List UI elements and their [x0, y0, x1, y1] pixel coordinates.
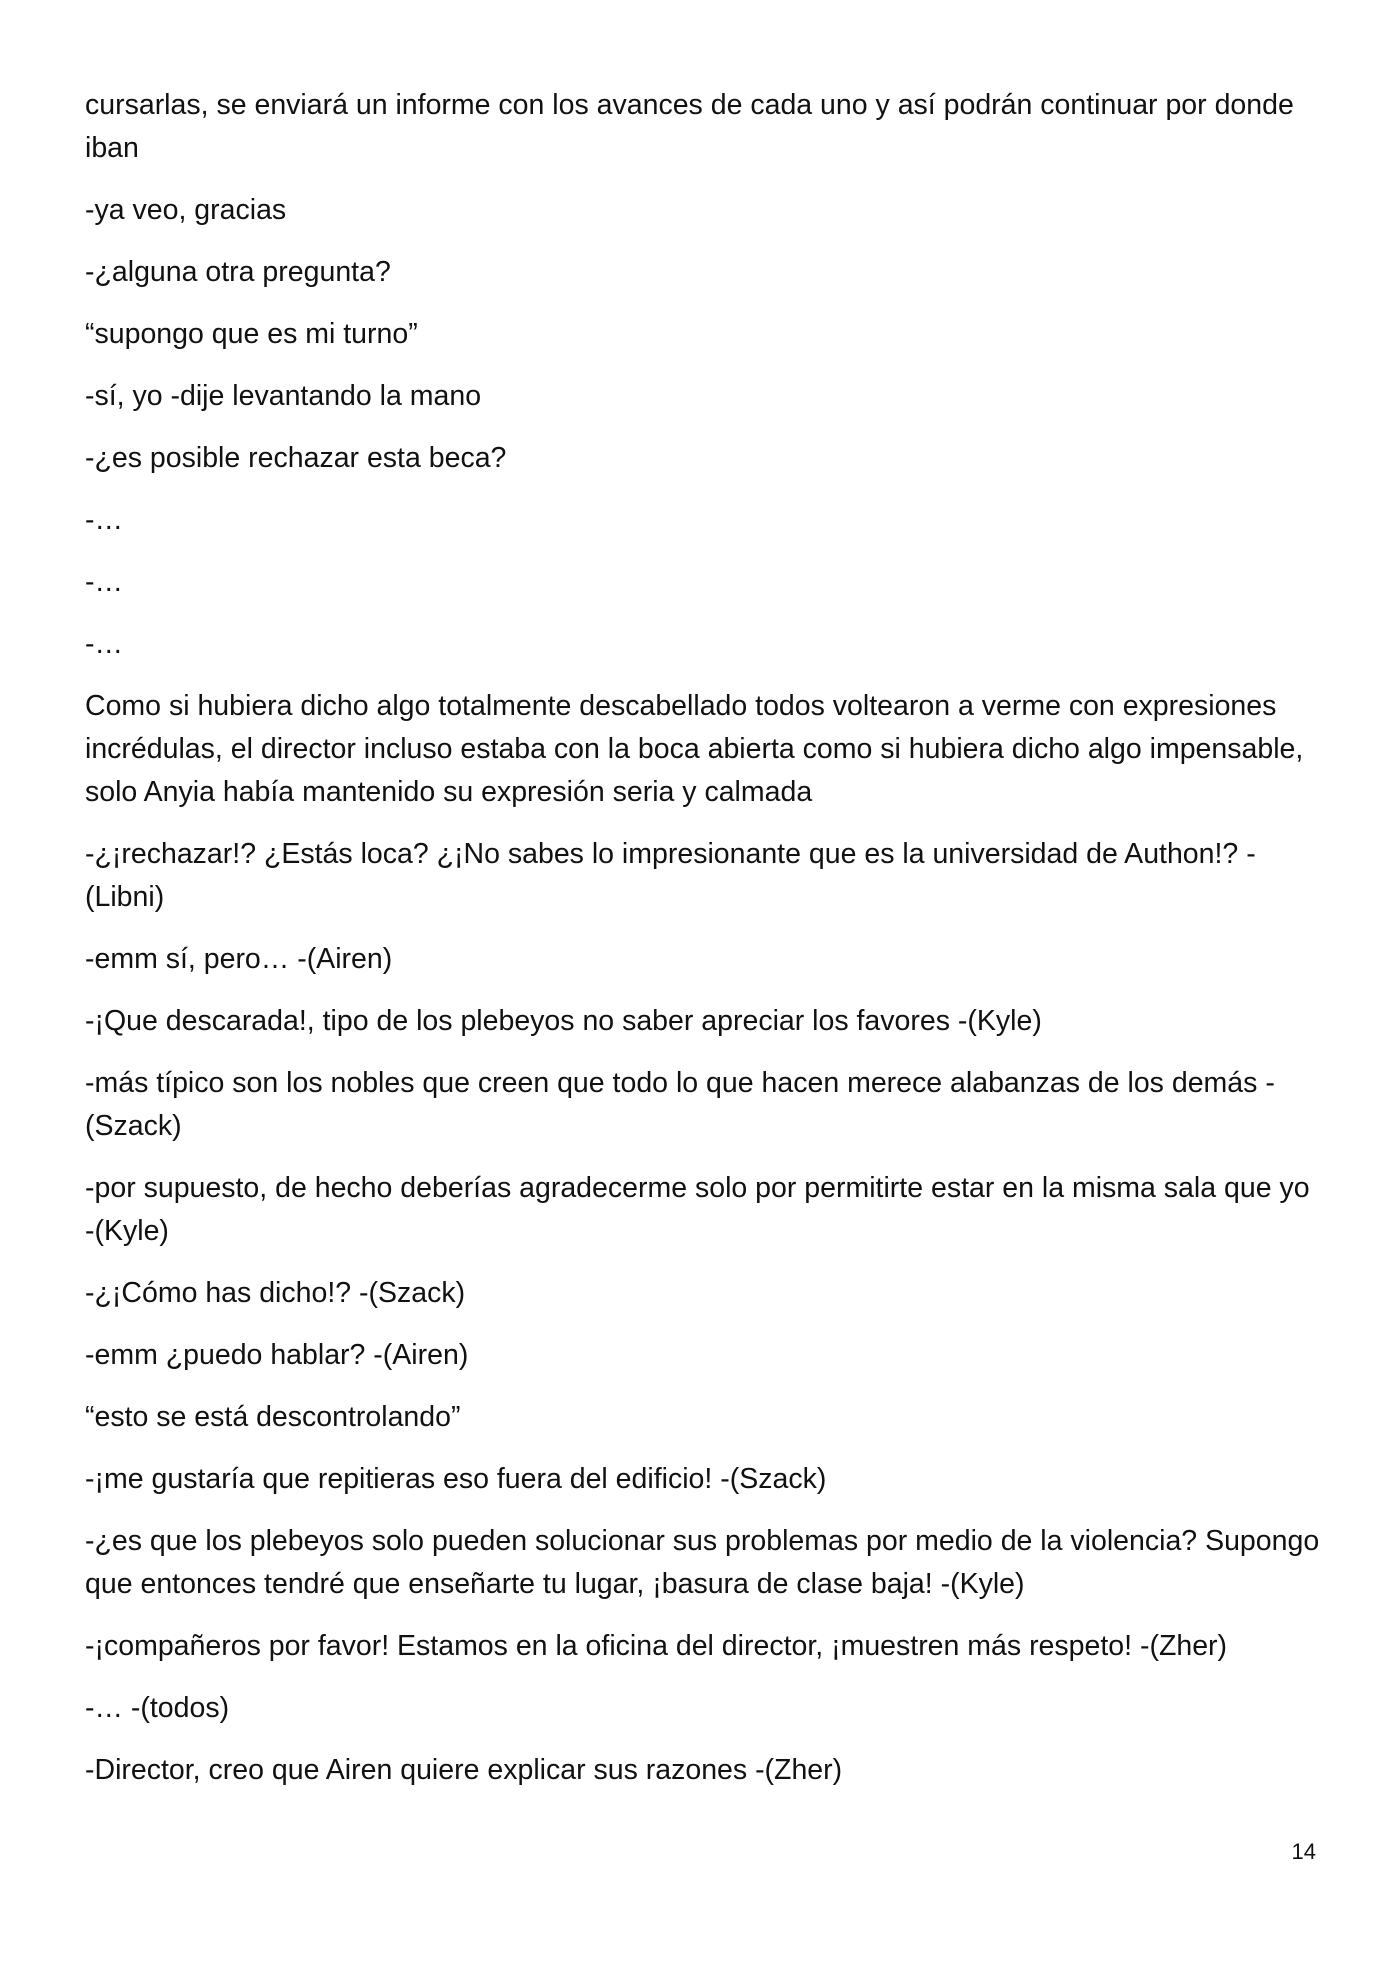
paragraph: -más típico son los nobles que creen que todo lo que hacen merece alabanzas de los demás -(Szack) [85, 1067, 1275, 1142]
paragraph: -¡Que descarada!, tipo de los plebeyos no saber apreciar los favores -(Kyle) [85, 1005, 1042, 1037]
paragraph: “supongo que es mi turno” [85, 318, 418, 350]
paragraph: -¡compañeros por favor! Estamos en la oficina del director, ¡muestren más respeto! -(Zher) [85, 1630, 1228, 1662]
paragraph: -sí, yo -dije levantando la mano [85, 380, 482, 412]
paragraph: -… [85, 628, 123, 660]
page-body [85, 84, 1320, 1811]
paragraph: -… -(todos) [85, 1692, 230, 1724]
paragraph: Como si hubiera dicho algo totalmente descabellado todos voltearon a verme con expresiones incrédulas, el director incluso estaba con la boca abierta como si hubiera dicho algo impensable, solo Anyia había mantenido su expresión seria y calmada [85, 690, 1304, 808]
paragraph: cursarlas, se enviará un informe con los avances de cada uno y así podrán continuar por donde iban [85, 89, 1294, 164]
paragraph: -emm sí, pero… -(Airen) [85, 943, 393, 975]
paragraph: -… [85, 566, 123, 598]
page-number: 14 [1291, 1839, 1316, 1864]
paragraph: -Director, creo que Airen quiere explicar sus razones -(Zher) [85, 1754, 843, 1786]
paragraph: -¡me gustaría que repitieras eso fuera del edificio! -(Szack) [85, 1463, 827, 1495]
paragraph: -¿¡Cómo has dicho!? -(Szack) [85, 1277, 466, 1309]
paragraph: -ya veo, gracias [85, 194, 287, 226]
paragraph: -… [85, 504, 123, 536]
paragraph: -emm ¿puedo hablar? -(Airen) [85, 1339, 469, 1371]
paragraph: -por supuesto, de hecho deberías agradecerme solo por permitirte estar en la misma sala que yo -(Kyle) [85, 1172, 1310, 1247]
paragraph: -¿alguna otra pregunta? [85, 256, 391, 288]
paragraph: -¿es que los plebeyos solo pueden solucionar sus problemas por medio de la violencia? Supongo que entonces tendré que enseñarte tu lugar, ¡basura de clase baja! -(Kyle) [85, 1525, 1320, 1600]
paragraph: -¿es posible rechazar esta beca? [85, 442, 507, 474]
paragraph: “esto se está descontrolando” [85, 1401, 461, 1433]
paragraph: -¿¡rechazar!? ¿Estás loca? ¿¡No sabes lo impresionante que es la universidad de Authon!? -(Libni) [85, 838, 1256, 913]
